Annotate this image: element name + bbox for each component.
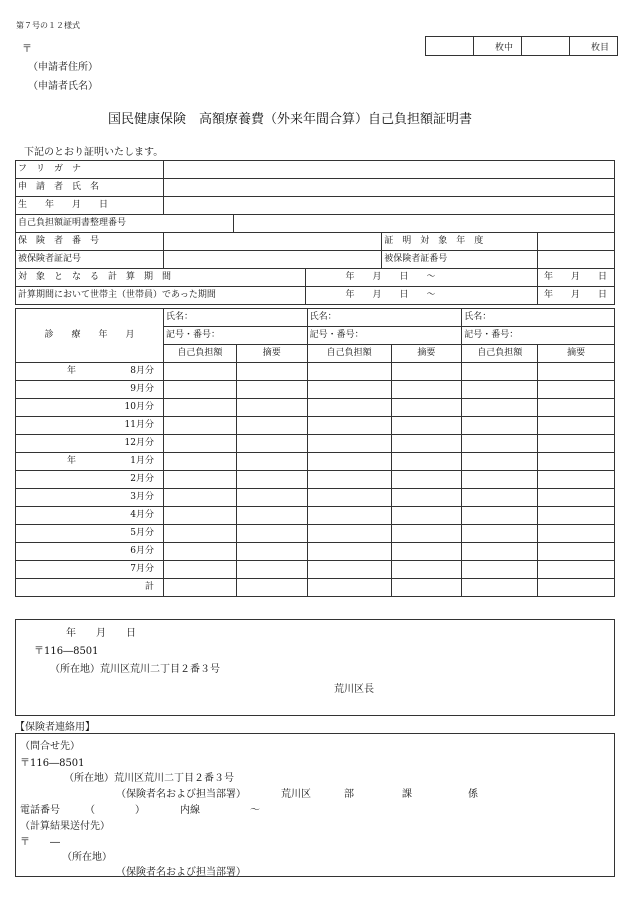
person1-name-label: 氏名： bbox=[163, 309, 307, 327]
copay-cell[interactable] bbox=[163, 507, 236, 525]
contact-postal: 〒116―8501 bbox=[20, 758, 85, 769]
note-cell[interactable] bbox=[538, 435, 615, 453]
calc-period-label: 対 象 と な る 計 算 期 間 bbox=[16, 269, 306, 287]
copay-cell[interactable] bbox=[307, 435, 391, 453]
copay-cell[interactable] bbox=[307, 453, 391, 471]
note-cell[interactable] bbox=[538, 399, 615, 417]
note-cell[interactable] bbox=[391, 453, 462, 471]
monthly-table bbox=[15, 308, 615, 597]
contact-section: 課 bbox=[402, 789, 412, 800]
cert-number-value[interactable] bbox=[233, 215, 614, 233]
month-row bbox=[16, 381, 615, 399]
note-cell[interactable] bbox=[538, 543, 615, 561]
copay-cell[interactable] bbox=[163, 489, 236, 507]
result-destination: （計算結果送付先） bbox=[20, 821, 110, 832]
month-row bbox=[16, 489, 615, 507]
page-counter bbox=[425, 36, 618, 56]
applicant-address-label: （申請者住所） bbox=[28, 62, 98, 73]
note-cell[interactable] bbox=[391, 543, 462, 561]
copay-cell[interactable] bbox=[307, 543, 391, 561]
copay-cell[interactable] bbox=[163, 381, 236, 399]
issuer-postal: 〒116―8501 bbox=[34, 646, 99, 657]
copay-cell[interactable] bbox=[462, 525, 538, 543]
copay-cell[interactable] bbox=[307, 507, 391, 525]
note-cell[interactable] bbox=[538, 489, 615, 507]
issuer-address: （所在地）荒川区荒川二丁目２番３号 bbox=[50, 664, 220, 675]
note-cell[interactable] bbox=[538, 561, 615, 579]
document-title: 国民健康保険 高額療養費（外来年間合算）自己負担額証明書 bbox=[108, 112, 473, 127]
month-row bbox=[16, 471, 615, 489]
contact-phone: 電話番号 （ ） 内線 〜 bbox=[20, 805, 260, 816]
month-row bbox=[16, 435, 615, 453]
person2-symbol-label: 記号・番号： bbox=[307, 327, 462, 345]
copay-cell[interactable] bbox=[462, 453, 538, 471]
contact-inquiry: （問合せ先） bbox=[20, 741, 80, 752]
person1-symbol-label: 記号・番号： bbox=[163, 327, 307, 345]
note-cell[interactable] bbox=[236, 363, 307, 381]
person1-note-header: 摘要 bbox=[236, 345, 307, 363]
copay-cell[interactable] bbox=[462, 435, 538, 453]
month-year: 年 bbox=[66, 366, 76, 376]
month-row bbox=[16, 579, 615, 597]
copay-cell[interactable] bbox=[163, 579, 236, 597]
destination-address: （所在地） bbox=[62, 852, 112, 863]
note-cell[interactable] bbox=[236, 543, 307, 561]
copay-cell[interactable] bbox=[462, 471, 538, 489]
contact-insurer-label: （保険者名および担当部署） bbox=[116, 789, 246, 800]
month-name: 5月分 bbox=[130, 528, 154, 538]
person3-copay-header: 自己負担額 bbox=[462, 345, 538, 363]
postal-mark: 〒 bbox=[22, 44, 32, 55]
page-number-label: 枚目 bbox=[570, 37, 618, 56]
cert-year-value[interactable] bbox=[537, 233, 614, 251]
note-cell[interactable] bbox=[391, 507, 462, 525]
issuer-mayor: 荒川区長 bbox=[334, 684, 374, 695]
contact-box bbox=[15, 733, 615, 877]
total-pages-label: 枚中 bbox=[474, 37, 522, 56]
month-name: 7月分 bbox=[130, 564, 154, 574]
applicant-name-label: （申請者氏名） bbox=[28, 81, 98, 92]
applicant-name-field-label: 申 請 者 氏 名 bbox=[16, 179, 164, 197]
note-cell[interactable] bbox=[391, 417, 462, 435]
copay-cell[interactable] bbox=[307, 489, 391, 507]
note-cell[interactable] bbox=[538, 453, 615, 471]
copay-cell[interactable] bbox=[462, 507, 538, 525]
note-cell[interactable] bbox=[538, 417, 615, 435]
furigana-label: フ リ ガ ナ bbox=[16, 161, 164, 179]
month-name: 8月分 bbox=[130, 366, 154, 376]
note-cell[interactable] bbox=[391, 525, 462, 543]
month-label bbox=[16, 363, 164, 381]
calc-period-from[interactable]: 年 月 日 〜 bbox=[305, 269, 537, 287]
month-label bbox=[16, 561, 164, 579]
month-name: 4月分 bbox=[130, 510, 154, 520]
month-name: 1月分 bbox=[130, 456, 154, 466]
note-cell[interactable] bbox=[236, 507, 307, 525]
note-cell[interactable] bbox=[236, 579, 307, 597]
note-cell[interactable] bbox=[236, 561, 307, 579]
month-row bbox=[16, 507, 615, 525]
month-label bbox=[16, 525, 164, 543]
copay-cell[interactable] bbox=[462, 543, 538, 561]
contact-ward: 荒川区 bbox=[281, 789, 311, 800]
note-cell[interactable] bbox=[391, 579, 462, 597]
copay-cell[interactable] bbox=[163, 471, 236, 489]
note-cell[interactable] bbox=[538, 525, 615, 543]
note-cell[interactable] bbox=[236, 453, 307, 471]
copay-cell[interactable] bbox=[163, 363, 236, 381]
insured-number-label: 被保険者証番号 bbox=[382, 251, 538, 269]
month-label bbox=[16, 579, 164, 597]
person2-note-header: 摘要 bbox=[391, 345, 462, 363]
insurer-number-label: 保 険 者 番 号 bbox=[16, 233, 164, 251]
copay-cell[interactable] bbox=[307, 399, 391, 417]
note-cell[interactable] bbox=[236, 435, 307, 453]
note-cell[interactable] bbox=[391, 363, 462, 381]
month-row bbox=[16, 399, 615, 417]
person3-symbol-label: 記号・番号： bbox=[462, 327, 615, 345]
head-period-to[interactable]: 年 月 日 bbox=[537, 287, 614, 305]
note-cell[interactable] bbox=[391, 381, 462, 399]
month-label bbox=[16, 381, 164, 399]
copay-cell[interactable] bbox=[163, 435, 236, 453]
note-cell[interactable] bbox=[236, 381, 307, 399]
note-cell[interactable] bbox=[538, 507, 615, 525]
month-row bbox=[16, 363, 615, 381]
note-cell[interactable] bbox=[391, 561, 462, 579]
contact-address: （所在地）荒川区荒川二丁目２番３号 bbox=[64, 773, 234, 784]
applicant-name-value[interactable] bbox=[163, 179, 614, 197]
copay-cell[interactable] bbox=[307, 471, 391, 489]
person1-copay-header: 自己負担額 bbox=[163, 345, 236, 363]
month-row bbox=[16, 453, 615, 471]
month-label bbox=[16, 417, 164, 435]
insurer-number-value[interactable] bbox=[163, 233, 381, 251]
month-label bbox=[16, 399, 164, 417]
month-name: 10月分 bbox=[124, 402, 154, 412]
note-cell[interactable] bbox=[538, 471, 615, 489]
contact-dept: 部 bbox=[344, 789, 354, 800]
month-label bbox=[16, 471, 164, 489]
cert-number-label: 自己負担額証明書整理番号 bbox=[16, 215, 234, 233]
cert-year-label: 証 明 対 象 年 度 bbox=[382, 233, 538, 251]
copay-cell[interactable] bbox=[462, 561, 538, 579]
person2-name-label: 氏名： bbox=[307, 309, 462, 327]
person3-note-header: 摘要 bbox=[538, 345, 615, 363]
note-cell[interactable] bbox=[391, 435, 462, 453]
copay-cell[interactable] bbox=[307, 363, 391, 381]
intro-text: 下記のとおり証明いたします。 bbox=[24, 147, 164, 158]
certificate-table bbox=[15, 160, 615, 305]
month-label bbox=[16, 543, 164, 561]
copay-cell[interactable] bbox=[163, 543, 236, 561]
copay-cell[interactable] bbox=[462, 381, 538, 399]
head-period-label: 計算期間において世帯主（世帯員）であった期間 bbox=[16, 287, 306, 305]
month-year: 年 bbox=[66, 456, 76, 466]
insured-symbol-label: 被保険者証記号 bbox=[16, 251, 164, 269]
copay-cell[interactable] bbox=[307, 561, 391, 579]
contact-unit: 係 bbox=[468, 789, 478, 800]
birth-date-value[interactable] bbox=[163, 197, 614, 215]
furigana-value[interactable] bbox=[163, 161, 614, 179]
head-period-from[interactable]: 年 月 日 〜 bbox=[305, 287, 537, 305]
note-cell[interactable] bbox=[391, 399, 462, 417]
calc-period-to[interactable]: 年 月 日 bbox=[537, 269, 614, 287]
copay-cell[interactable] bbox=[307, 381, 391, 399]
contact-heading: 【保険者連絡用】 bbox=[15, 722, 95, 733]
person3-name-label: 氏名： bbox=[462, 309, 615, 327]
form-number: 第７号の１２様式 bbox=[16, 21, 80, 30]
copay-cell[interactable] bbox=[163, 525, 236, 543]
note-cell[interactable] bbox=[538, 363, 615, 381]
month-name: 12月分 bbox=[124, 438, 154, 448]
copay-cell[interactable] bbox=[462, 579, 538, 597]
month-row bbox=[16, 525, 615, 543]
month-name: 11月分 bbox=[124, 420, 154, 430]
copay-cell[interactable] bbox=[462, 417, 538, 435]
month-row bbox=[16, 543, 615, 561]
month-label bbox=[16, 435, 164, 453]
month-row bbox=[16, 561, 615, 579]
destination-insurer: （保険者名および担当部署） bbox=[116, 867, 246, 878]
note-cell[interactable] bbox=[236, 525, 307, 543]
month-row bbox=[16, 417, 615, 435]
copay-cell[interactable] bbox=[462, 363, 538, 381]
note-cell[interactable] bbox=[236, 399, 307, 417]
month-name: 2月分 bbox=[130, 474, 154, 484]
month-label bbox=[16, 453, 164, 471]
month-name: 3月分 bbox=[130, 492, 154, 502]
treatment-month-header: 診 療 年 月 bbox=[16, 309, 164, 363]
month-name: 9月分 bbox=[130, 384, 154, 394]
month-name: 6月分 bbox=[130, 546, 154, 556]
copay-cell[interactable] bbox=[163, 399, 236, 417]
month-label bbox=[16, 489, 164, 507]
note-cell[interactable] bbox=[236, 471, 307, 489]
issue-date: 年 月 日 bbox=[66, 628, 136, 639]
issuer-box bbox=[15, 619, 615, 716]
birth-date-label: 生 年 月 日 bbox=[16, 197, 164, 215]
note-cell[interactable] bbox=[236, 417, 307, 435]
copay-cell[interactable] bbox=[307, 525, 391, 543]
copay-cell[interactable] bbox=[163, 561, 236, 579]
destination-postal: 〒 ― bbox=[20, 837, 60, 848]
note-cell[interactable] bbox=[538, 579, 615, 597]
insured-symbol-value[interactable] bbox=[163, 251, 381, 269]
copay-cell[interactable] bbox=[307, 417, 391, 435]
copay-cell[interactable] bbox=[163, 453, 236, 471]
copay-cell[interactable] bbox=[307, 579, 391, 597]
note-cell[interactable] bbox=[538, 381, 615, 399]
month-label bbox=[16, 507, 164, 525]
insured-number-value[interactable] bbox=[537, 251, 614, 269]
month-name: 計 bbox=[144, 582, 154, 592]
copay-cell[interactable] bbox=[163, 417, 236, 435]
copay-cell[interactable] bbox=[462, 399, 538, 417]
note-cell[interactable] bbox=[391, 489, 462, 507]
note-cell[interactable] bbox=[236, 489, 307, 507]
note-cell[interactable] bbox=[391, 471, 462, 489]
copay-cell[interactable] bbox=[462, 489, 538, 507]
person2-copay-header: 自己負担額 bbox=[307, 345, 391, 363]
